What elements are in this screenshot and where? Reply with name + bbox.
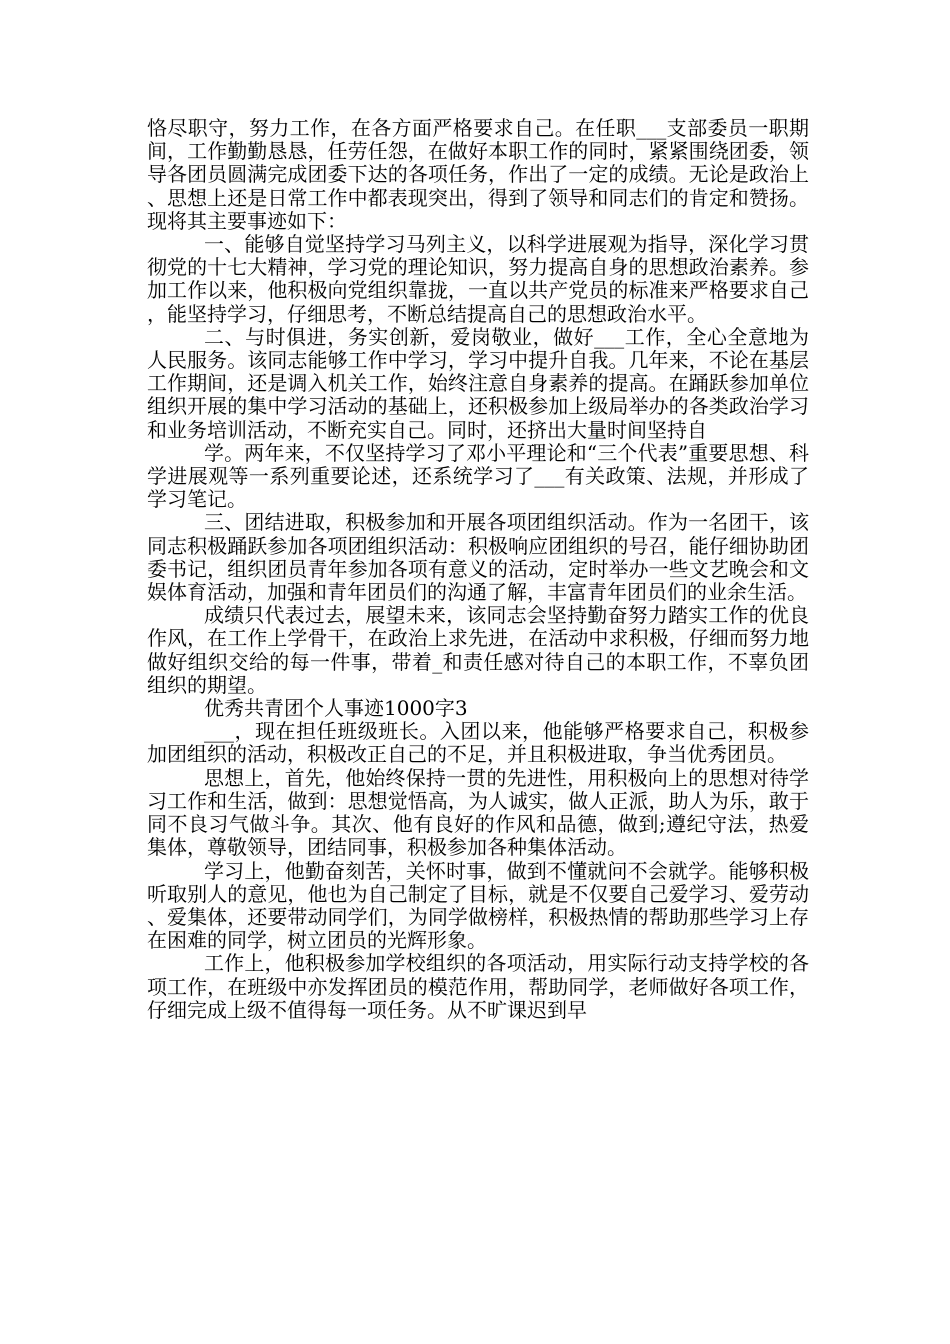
document-body: [147, 117, 809, 1022]
paragraph-point-three: 三、团结进取，积极参加和开展各项团组织活动。作为一名团干，该同志积极踊跃参加各项团组织活动：积极响应团组织的号召，能仔细协助团委书记，组织团员青年参加各项有意义的活动，定时举办一些文艺晚会和文娱体育活动，加强和青年团员们的沟通了解，丰富青年团员们的业余生活。: [147, 510, 809, 605]
paragraph-section3-intro: ___，现在担任班级班长。入团以来，他能够严格要求自己，积极参加团组织的活动，积极改正自己的不足，并且积极进取，争当优秀团员。: [147, 719, 809, 767]
paragraph-work: 工作上，他积极参加学校组织的各项活动，用实际行动支持学校的各项工作，在班级中亦发挥团员的模范作用，帮助同学，老师做好各项工作，仔细完成上级不值得每一项任务。从不旷课迟到早: [147, 951, 809, 1022]
paragraph-intro: 恪尽职守，努力工作，在各方面严格要求自己。在任职___支部委员一职期间，工作勤勤恳恳，任劳任怨，在做好本职工作的同时，紧紧围绕团委，领导各团员圆满完成团委下达的各项任务，作出了一定的成绩。无论是政治上、思想上还是日常工作中都表现突出，得到了领导和同志们的肯定和赞扬。现将其主要事迹如下：: [147, 116, 809, 233]
paragraph-thought: 思想上，首先，他始终保持一贯的先进性，用积极向上的思想对待学习工作和生活，做到：思想觉悟高，为人诚实，做人正派，助人为乐，敢于同不良习气做斗争。其次、他有良好的作风和品德，做到;遵纪守法，热爱集体，尊敬领导，团结同事，积极参加各种集体活动。: [147, 765, 809, 860]
paragraph-point-one: 一、能够自觉坚持学习马列主义，以科学进展观为指导，深化学习贯彻党的十七大精神，学习党的理论知识，努力提高自身的思想政治素养。参加工作以来，他积极向党组织靠拢，一直以共产党员的标准来严格要求自己，能坚持学习，仔细思考，不断总结提高自己的思想政治水平。: [147, 232, 809, 326]
section-heading: 优秀共青团个人事迹1000字3: [204, 696, 468, 721]
paragraph-study: 学习上，他勤奋刻苦，关怀时事，做到不懂就问不会就学。能够积极听取别人的意见，他也为自己制定了目标，就是不仅要自己爱学习、爱劳动、爱集体，还要带动同学们，为同学做榜样，积极热情的帮助那些学习上存在困难的同学，树立团员的光辉形象。: [147, 858, 809, 953]
paragraph-point-two-cont: 学。两年来，不仅坚持学习了邓小平理论和“三个代表”重要思想、科学进展观等一系列重要论述，还系统学习了___有关政策、法规，并形成了学习笔记。: [147, 440, 809, 512]
paragraph-conclusion: 成绩只代表过去，展望未来，该同志会坚持勤奋努力踏实工作的优良作风，在工作上学骨干，在政治上求先进，在活动中求积极，仔细而努力地做好组织交给的每一件事，带着_和责任感对待自己的本职工作，不辜负团组织的期望。: [147, 603, 809, 697]
paragraph-point-two: 二、与时俱进，务实创新，爱岗敬业，做好___工作，全心全意地为人民服务。该同志能够工作中学习，学习中提升自我。几年来，不论在基层工作期间，还是调入机关工作，始终注意自身素养的提高。在踊跃参加单位组织开展的集中学习活动的基础上，还积极参加上级局举办的各类政治学习和业务培训活动，不断充实自己。同时，还挤出大量时间坚持自: [147, 324, 809, 442]
